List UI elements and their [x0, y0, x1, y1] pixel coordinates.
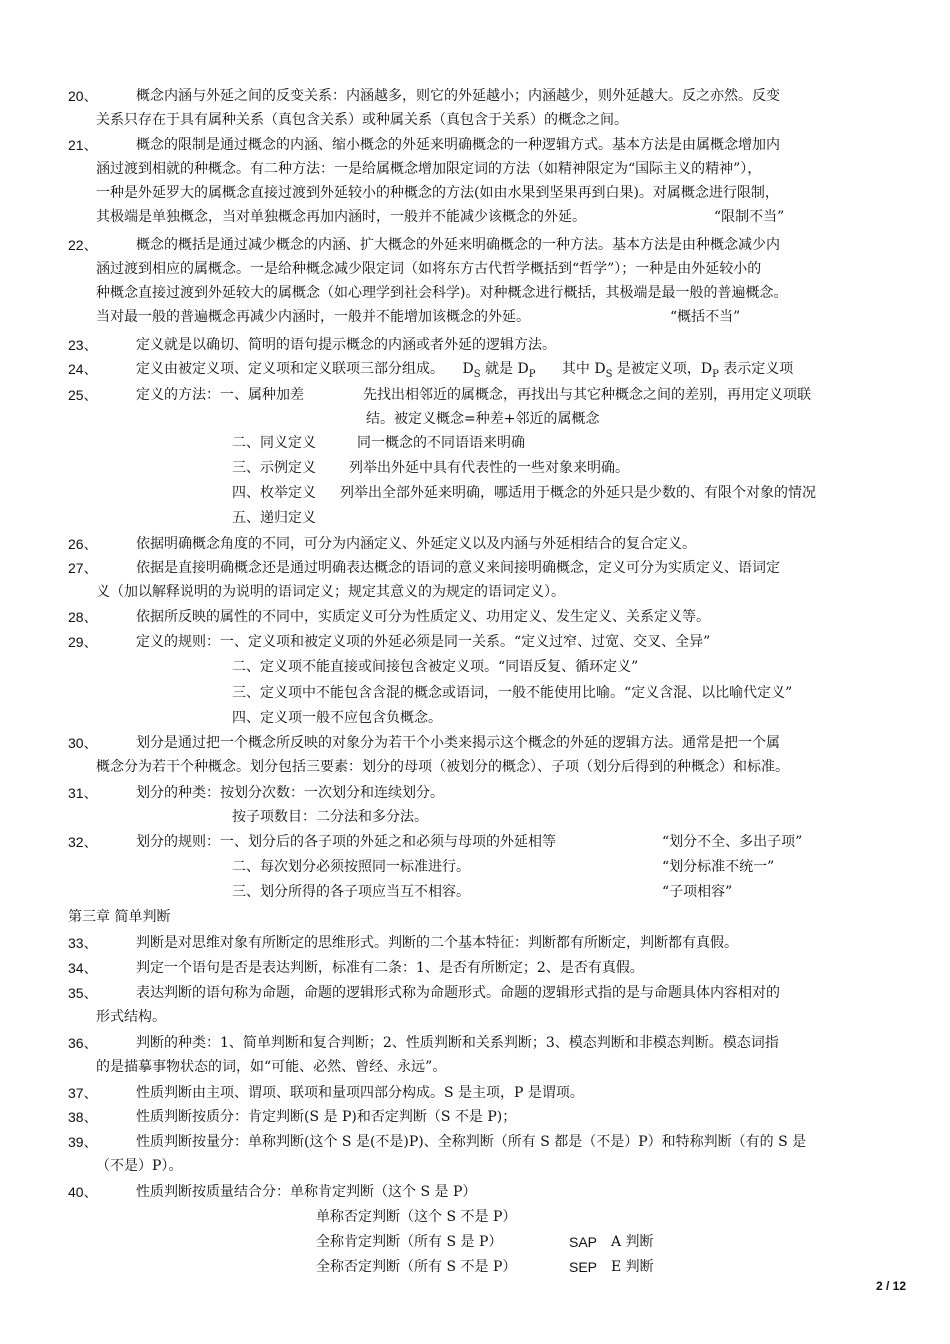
item-text: 关系只存在于具有属种关系（真包含关系）或种属关系（真包含于关系）的概念之间。	[96, 112, 628, 128]
item-text: 其极端是单独概念，当对单独概念再加内涵时，一般并不能减少该概念的外延。	[96, 209, 586, 225]
item-text: 形式结构。	[96, 1009, 166, 1025]
item-text: 性质判断按质分：肯定判断(S 是 P)和否定判断（S 不是 P)；	[136, 1109, 517, 1125]
item-text: 先找出相邻近的属概念，再找出与其它种概念之间的差别，再用定义项联	[363, 387, 811, 403]
judgment-type: 单称否定判断（这个 S 不是 P）	[316, 1209, 517, 1225]
item-text: 义（加以解释说明的为说明的语词定义；规定其意义的为规定的语词定义）。	[96, 584, 565, 600]
item-number: 38、	[68, 1109, 98, 1125]
item-number: 29、	[68, 634, 98, 650]
method-label: 五、递归定义	[232, 510, 316, 526]
error-label: “限制不当”	[714, 209, 785, 225]
symbol-dp: $D_P$	[700, 361, 719, 380]
error-label: “子项相容”	[662, 884, 733, 900]
item-text: 概念内涵与外延之间的反变关系：内涵越多，则它的外延越小；内涵越少，则外延越大。反之亦然。反变	[136, 88, 780, 104]
item-number: 39、	[68, 1134, 98, 1150]
item-number: 34、	[68, 960, 98, 976]
item-text: 判定一个语句是否是表达判断，标准有二条：1、是否有所断定；2、是否有真假。	[136, 960, 644, 976]
formula: SAP	[569, 1234, 598, 1250]
method-text: 同一概念的不同语语来明确	[357, 435, 525, 451]
judgment-code: A 判断	[611, 1234, 654, 1250]
item-text: 表达判断的语句称为命题，命题的逻辑形式称为命题形式。命题的逻辑形式指的是与命题具体内容相对的	[136, 985, 780, 1001]
item-text: 按子项数目：二分法和多分法。	[232, 809, 428, 825]
item-number: 33、	[68, 935, 98, 951]
judgment-code: E 判断	[611, 1259, 654, 1275]
item-text: 性质判断由主项、谓项、联项和量项四部分构成。S 是主项，P 是谓项。	[136, 1085, 584, 1101]
method-label: 三、示例定义	[232, 460, 316, 476]
error-label: “划分标准不统一”	[662, 859, 775, 875]
item-number: 36、	[68, 1035, 98, 1051]
item-text-part: 表示定义项	[718, 361, 794, 377]
error-label: “概括不当”	[670, 309, 741, 325]
item-number: 30、	[68, 735, 98, 751]
item-text: 依据明确概念角度的不同，可分为内涵定义、外延定义以及内涵与外延相结合的复合定义。	[136, 536, 696, 552]
item-text: 定义的方法：一、属种加差	[136, 387, 304, 403]
formula: SEP	[569, 1259, 598, 1275]
item-number: 23、	[68, 337, 98, 353]
item-text	[136, 360, 793, 380]
item-number: 28、	[68, 609, 98, 625]
rule-text: 三、定义项中不能包含含混的概念或语词，一般不能使用比喻。“定义含混、以比喻代定义”	[232, 685, 793, 701]
item-text: 定义就是以确切、简明的语句提示概念的内涵或者外延的逻辑方法。	[136, 337, 556, 353]
method-label: 二、同义定义	[232, 435, 316, 451]
rule-text: 三、划分所得的各子项应当互不相容。	[232, 884, 470, 900]
item-text-part: 定义由被定义项、定义项和定义联项三部分组成。	[136, 361, 444, 377]
item-text: 概念的限制是通过概念的内涵、缩小概念的外延来明确概念的一种逻辑方式。基本方法是由属概念增加内	[136, 137, 780, 153]
judgment-type: 全称否定判断（所有 S 不是 P）	[316, 1259, 517, 1275]
item-number: 40、	[68, 1184, 98, 1200]
item-text: 一种是外延罗大的属概念直接过渡到外延较小的种概念的方法(如由水果到坚果再到白果)。对属概念进行限制，	[96, 185, 779, 201]
item-number: 37、	[68, 1085, 98, 1101]
method-label: 四、枚举定义	[232, 485, 316, 501]
item-number: 20、	[68, 88, 98, 104]
page-number: 2 / 12	[875, 1279, 906, 1293]
item-text-part: 其中	[561, 361, 595, 377]
item-text: 依据所反映的属性的不同中，实质定义可分为性质定义、功用定义、发生定义、关系定义等。	[136, 609, 710, 625]
judgment-type: 全称肯定判断（所有 S 是 P）	[316, 1234, 503, 1250]
item-text: 的是描摹事物状态的词，如“可能、必然、曾经、永远”。	[96, 1059, 447, 1075]
item-number: 22、	[68, 237, 98, 253]
item-text: 性质判断按质量结合分：单称肯定判断（这个 S 是 P）	[136, 1184, 477, 1200]
chapter-heading: 第三章 简单判断	[68, 909, 171, 925]
item-text: 涵过渡到相就的种概念。有二种方法：一是给属概念增加限定词的方法（如精神限定为“国际主义的精神”），	[96, 161, 762, 177]
symbol-dp: $D_P$	[517, 361, 536, 380]
rule-text: 二、定义项不能直接或间接包含被定义项。“同语反复、循环定义”	[232, 659, 639, 675]
error-label: “划分不全、多出子项”	[662, 834, 803, 850]
item-number: 24、	[68, 361, 98, 377]
item-text: 性质判断按量分：单称判断(这个 S 是(不是)P)、全称判断（所有 S 都是（不是）P）和特称判断（有的 S 是	[136, 1134, 807, 1150]
item-text: 概念的概括是通过减少概念的内涵、扩大概念的外延来明确概念的一种方法。基本方法是由种概念减少内	[136, 237, 780, 253]
item-number: 32、	[68, 834, 98, 850]
item-text: 定义的规则：一、定义项和被定义项的外延必须是同一关系。“定义过窄、过宽、交叉、全异”	[136, 634, 711, 650]
item-text: 判断是对思维对象有所断定的思维形式。判断的二个基本特征：判断都有所断定，判断都有真假。	[136, 935, 738, 951]
item-text: （不是）P）。	[96, 1158, 183, 1174]
rule-text: 二、每次划分必须按照同一标准进行。	[232, 859, 470, 875]
item-text: 划分的种类：按划分次数：一次划分和连续划分。	[136, 785, 444, 801]
item-text-part: 就是	[480, 361, 518, 377]
method-text: 列举出全部外延来明确，哪适用于概念的外延只是少数的、有限个对象的情况	[340, 485, 816, 501]
item-text: 种概念直接过渡到外延较大的属概念（如心理学到社会科学)。对种概念进行概括，其极端是最一般的普遍概念。	[96, 285, 788, 301]
item-text: 概念分为若干个种概念。划分包括三要素：划分的母项（被划分的概念）、子项（划分后得到的种概念）和标准。	[96, 759, 789, 775]
method-text: 列举出外延中具有代表性的一些对象来明确。	[349, 460, 629, 476]
item-text: 当对最一般的普遍概念再减少内涵时，一般并不能增加该概念的外延。	[96, 309, 530, 325]
item-number: 31、	[68, 785, 98, 801]
item-text: 划分的规则：一、划分后的各子项的外延之和必须与母项的外延相等	[136, 834, 556, 850]
item-text: 判断的种类：1、简单判断和复合判断；2、性质判断和关系判断；3、模态判断和非模态判断。模态词指	[136, 1035, 779, 1051]
item-number: 35、	[68, 985, 98, 1001]
item-number: 21、	[68, 137, 98, 153]
item-number: 27、	[68, 560, 98, 576]
item-text: 依据是直接明确概念还是通过明确表达概念的语词的意义来间接明确概念，定义可分为实质定义、语词定	[136, 560, 780, 576]
item-number: 25、	[68, 387, 98, 403]
rule-text: 四、定义项一般不应包含负概念。	[232, 710, 442, 726]
item-text: 涵过渡到相应的属概念。一是给种概念减少限定词（如将东方古代哲学概括到“哲学”）；一种是由外延较小的	[96, 261, 762, 277]
symbol-ds: $D_S$	[462, 361, 481, 380]
symbol-ds: $D_S$	[594, 361, 613, 380]
item-number: 26、	[68, 536, 98, 552]
item-text: 划分是通过把一个概念所反映的对象分为若干个小类来揭示这个概念的外延的逻辑方法。通常是把一个属	[136, 735, 780, 751]
item-text-part: 是被定义项，	[612, 361, 701, 377]
item-text: 结。被定义概念=种差+邻近的属概念	[366, 411, 600, 427]
